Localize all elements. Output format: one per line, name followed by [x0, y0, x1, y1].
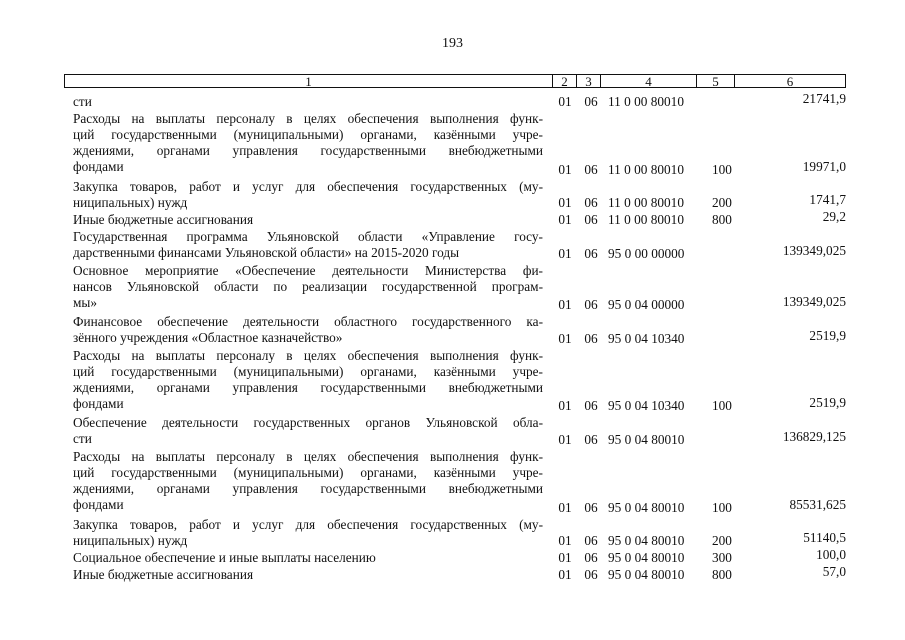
amount: 1741,7 — [809, 192, 846, 208]
description-line: ждениями, органами управления государственными внебюджетными — [73, 480, 543, 496]
subsection-code: 06 — [584, 296, 598, 312]
expense-type-code: 200 — [712, 195, 732, 211]
description-line: Иные бюджетные ассигнования — [73, 567, 254, 583]
section-code: 01 — [558, 212, 572, 228]
expense-type-code: 300 — [712, 550, 732, 566]
description-line: Расходы на выплаты персоналу в целях обеспечения выполнения функ- — [73, 110, 543, 126]
description-line: сти — [73, 94, 92, 109]
subsection-code: 06 — [584, 195, 598, 211]
subsection-code: 06 — [584, 330, 598, 346]
description-line: ждениями, органами управления государственными внебюджетными — [73, 142, 543, 158]
section-code: 01 — [558, 296, 572, 312]
subsection-code: 06 — [584, 499, 598, 515]
header-col-subsection: 3 — [576, 74, 600, 88]
subsection-code: 06 — [584, 550, 598, 566]
amount: 57,0 — [822, 564, 846, 580]
row-description — [73, 229, 543, 261]
subsection-code: 06 — [584, 432, 598, 447]
description-line: ций государственными (муниципальными) органами, казёнными учре- — [73, 464, 543, 480]
header-col-target-article: 4 — [600, 74, 696, 88]
header-col-section: 2 — [552, 74, 576, 88]
target-article-code: 95 0 04 10340 — [608, 330, 685, 346]
description-line: дарственными финансами Ульяновской области» на 2015-2020 годы — [73, 245, 460, 261]
description-line: зённого учреждения «Областное казначейство» — [73, 329, 343, 345]
section-code: 01 — [558, 195, 572, 211]
description-line: мы» — [73, 295, 97, 310]
section-code: 01 — [558, 246, 572, 262]
amount: 85531,625 — [789, 496, 846, 512]
header-col-description: 1 — [64, 74, 552, 88]
expense-type-code: 100 — [712, 161, 732, 177]
description-line: фондами — [73, 496, 124, 512]
subsection-code: 06 — [584, 567, 598, 583]
description-line: Государственная программа Ульяновской области «Управление госу- — [73, 229, 543, 245]
description-line: Финансовое обеспечение деятельности областного государственного ка- — [73, 313, 543, 329]
expense-type-code: 100 — [712, 398, 732, 414]
amount: 21741,9 — [802, 91, 846, 106]
description-line: ций государственными (муниципальными) органами, казёнными учре- — [73, 126, 543, 142]
target-article-code: 95 0 00 00000 — [608, 246, 685, 262]
row-description — [73, 415, 543, 447]
section-code: 01 — [558, 398, 572, 414]
description-line: ций государственными (муниципальными) органами, казёнными учре- — [73, 363, 543, 379]
description-line: фондами — [73, 395, 124, 411]
row-description — [73, 567, 543, 583]
amount: 2519,9 — [809, 327, 846, 343]
page-number: 193 — [442, 36, 463, 51]
target-article-code: 95 0 04 80010 — [608, 533, 685, 549]
section-code: 01 — [558, 432, 572, 447]
expense-type-code: 800 — [712, 567, 732, 583]
subsection-code: 06 — [584, 398, 598, 414]
description-line: Обеспечение деятельности государственных органов Ульяновской обла- — [73, 415, 543, 431]
target-article-code: 95 0 04 80010 — [608, 550, 685, 566]
description-line: Расходы на выплаты персоналу в целях обеспечения выполнения функ- — [73, 448, 543, 464]
expense-type-code: 800 — [712, 212, 732, 228]
description-line: ниципальных) нужд — [73, 532, 188, 548]
description-line: фондами — [73, 158, 124, 174]
section-code: 01 — [558, 161, 572, 177]
row-description — [73, 179, 543, 211]
section-code: 01 — [558, 533, 572, 549]
row-description — [73, 550, 543, 566]
description-line: Закупка товаров, работ и услуг для обеспечения государственных (му- — [73, 178, 543, 194]
table-header — [64, 74, 846, 88]
description-line: Социальное обеспечение и иные выплаты населению — [73, 550, 376, 566]
row-description — [73, 263, 543, 311]
row-description — [73, 94, 543, 110]
subsection-code: 06 — [584, 161, 598, 177]
target-article-code: 11 0 00 80010 — [608, 212, 684, 228]
row-description — [73, 111, 543, 175]
section-code: 01 — [558, 550, 572, 566]
section-code: 01 — [558, 499, 572, 515]
target-article-code: 95 0 04 80010 — [608, 432, 685, 447]
section-code: 01 — [558, 567, 572, 583]
amount: 51140,5 — [803, 530, 846, 546]
row-description — [73, 517, 543, 549]
subsection-code: 06 — [584, 94, 598, 109]
header-col-amount: 6 — [734, 74, 846, 88]
subsection-code: 06 — [584, 212, 598, 228]
amount: 2519,9 — [809, 395, 846, 411]
subsection-code: 06 — [584, 246, 598, 262]
target-article-code: 11 0 00 80010 — [608, 94, 684, 109]
target-article-code: 95 0 04 00000 — [608, 296, 685, 312]
description-line: сти — [73, 431, 92, 447]
description-line: Закупка товаров, работ и услуг для обеспечения государственных (му- — [73, 516, 543, 532]
amount: 139349,025 — [782, 293, 846, 309]
subsection-code: 06 — [584, 533, 598, 549]
amount: 19971,0 — [802, 158, 846, 174]
expense-type-code: 200 — [712, 533, 732, 549]
target-article-code: 95 0 04 10340 — [608, 398, 685, 414]
description-line: нансов Ульяновской области по реализации государственной програм- — [73, 279, 543, 294]
section-code: 01 — [558, 330, 572, 346]
header-col-expense-type: 5 — [696, 74, 734, 88]
target-article-code: 95 0 04 80010 — [608, 567, 685, 583]
amount: 100,0 — [816, 547, 846, 563]
row-description — [73, 212, 543, 228]
description-line: Основное мероприятие «Обеспечение деятельности Министерства фи- — [73, 263, 543, 278]
description-line: ниципальных) нужд — [73, 194, 188, 210]
amount: 136829,125 — [782, 429, 846, 444]
row-description — [73, 314, 543, 346]
expense-type-code: 100 — [712, 499, 732, 515]
description-line: Иные бюджетные ассигнования — [73, 212, 254, 228]
section-code: 01 — [558, 94, 572, 109]
target-article-code: 95 0 04 80010 — [608, 499, 685, 515]
amount: 139349,025 — [782, 243, 846, 259]
description-line: Расходы на выплаты персоналу в целях обеспечения выполнения функ- — [73, 347, 543, 363]
target-article-code: 11 0 00 80010 — [608, 195, 684, 211]
row-description — [73, 449, 543, 513]
target-article-code: 11 0 00 80010 — [608, 161, 684, 177]
description-line: ждениями, органами управления государственными внебюджетными — [73, 379, 543, 395]
amount: 29,2 — [822, 209, 846, 225]
row-description — [73, 348, 543, 412]
